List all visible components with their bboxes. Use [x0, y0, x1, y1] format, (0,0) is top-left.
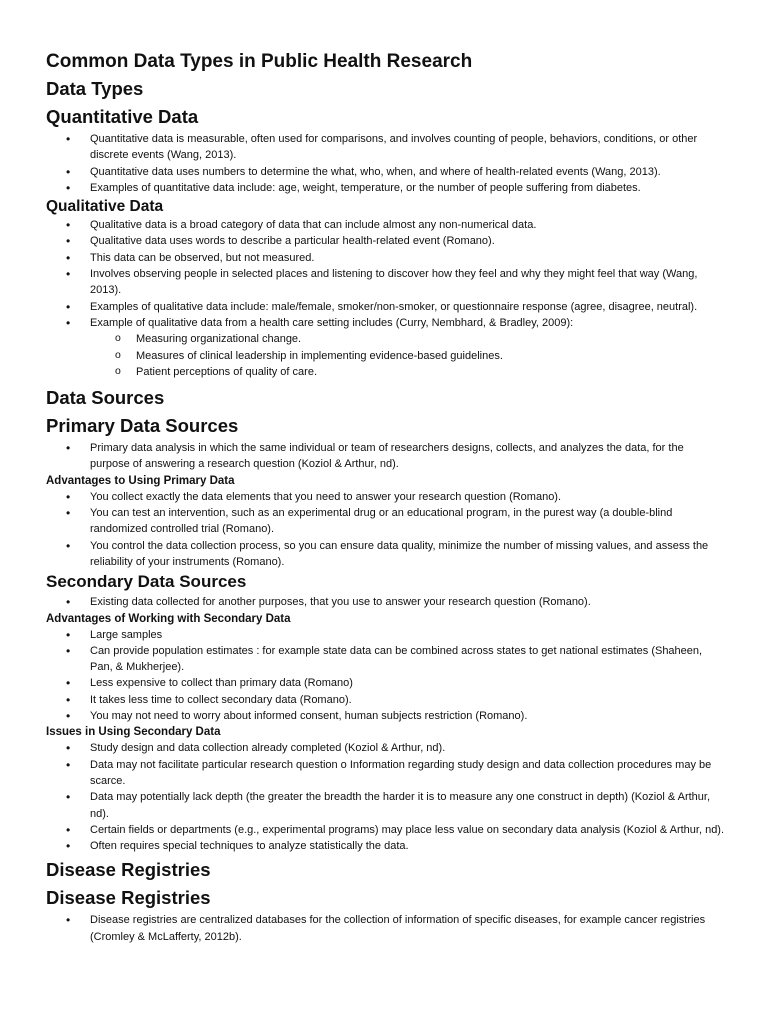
heading-issues-secondary: Issues in Using Secondary Data: [46, 726, 221, 739]
list-item: • Existing data collected for another purposes, that you use to answer your research question (Romano).: [46, 594, 726, 610]
list-item: • Examples of quantitative data include: age, weight, temperature, or the number of people suffering from diabetes.: [46, 180, 726, 196]
heading-disease-registries-sub: Disease Registries: [46, 887, 211, 909]
qualitative-bullet-list: [46, 217, 726, 380]
list-item: • Involves observing people in selected places and listening to discover how they feel and why they might feel that way (Wang, 2013).: [46, 266, 726, 299]
sub-list-item: o Measures of clinical leadership in implementing evidence-based guidelines.: [46, 348, 726, 364]
document-page: [46, 48, 726, 945]
list-item: • Large samples: [46, 627, 726, 643]
list-item: • Qualitative data uses words to describe a particular health-related event (Romano).: [46, 233, 726, 249]
list-item: • Study design and data collection already completed (Koziol & Arthur, nd).: [46, 740, 726, 756]
heading-qualitative-data: Qualitative Data: [46, 198, 164, 216]
list-item: • You collect exactly the data elements that you need to answer your research question (Romano).: [46, 489, 726, 505]
list-item: • Primary data analysis in which the same individual or team of researchers designs, collects, and analyzes the data, for the purpose of answering a research question (Koziol & Arthur, nd).: [46, 440, 726, 473]
list-item: • Disease registries are centralized databases for the collection of information of specific diseases, for example cancer registries (Cromley & McLafferty, 2012b).: [46, 912, 726, 945]
list-item: • Quantitative data is measurable, often used for comparisons, and involves counting of people, behaviors, conditions, or other discrete events (Wang, 2013).: [46, 131, 726, 164]
sub-list-item: o Measuring organizational change.: [46, 331, 726, 347]
sub-list-item: o Patient perceptions of quality of care.: [46, 364, 726, 380]
list-item: • Data may potentially lack depth (the greater the breadth the harder it is to measure any one construct in depth) (Koziol & Arthur, nd).: [46, 789, 726, 822]
list-item: • Data may not facilitate particular research question o Information regarding study design and data collection procedures may be scarce.: [46, 757, 726, 790]
section-heading-disease-registries: Disease Registries: [46, 859, 211, 881]
heading-quantitative-data: Quantitative Data: [46, 106, 199, 127]
section-heading-data-sources: Data Sources: [46, 387, 165, 409]
heading-advantages-secondary: Advantages of Working with Secondary Data: [46, 612, 291, 625]
list-item: • Examples of qualitative data include: male/female, smoker/non-smoker, or questionnaire response (agree, disagree, neutral).: [46, 299, 726, 315]
list-item: • This data can be observed, but not measured.: [46, 250, 726, 266]
heading-primary-data-sources: Primary Data Sources: [46, 415, 239, 437]
secondary-advantages-list: [46, 627, 726, 725]
registries-bullet-list: [46, 912, 726, 945]
list-item: • Quantitative data uses numbers to determine the what, who, when, and where of health-related events (Wang, 2013).: [46, 164, 726, 180]
list-item: • Less expensive to collect than primary data (Romano): [46, 675, 726, 691]
list-item: • Can provide population estimates : for example state data can be combined across states to get national estimates (Shaheen, Pan, & Mukherjee).: [46, 643, 726, 676]
list-item: • You control the data collection process, so you can ensure data quality, minimize the number of missing values, and assess the reliability of your instruments (Romano).: [46, 538, 726, 571]
list-item: • Qualitative data is a broad category of data that can include almost any non-numerical data.: [46, 217, 726, 233]
secondary-bullet-list: [46, 594, 726, 610]
heading-secondary-data-sources: Secondary Data Sources: [46, 572, 247, 592]
list-item: • Example of qualitative data from a health care setting includes (Curry, Nembhard, & Bradley, 2009):: [46, 315, 726, 331]
secondary-issues-list: [46, 740, 726, 854]
list-item: • It takes less time to collect secondary data (Romano).: [46, 692, 726, 708]
list-item: • Certain fields or departments (e.g., experimental programs) may place less value on secondary data analysis (Koziol & Arthur, nd).: [46, 822, 726, 838]
list-item: • Often requires special techniques to analyze statistically the data.: [46, 838, 726, 854]
primary-advantages-list: [46, 489, 726, 570]
heading-advantages-primary: Advantages to Using Primary Data: [46, 474, 235, 487]
quantitative-bullet-list: [46, 131, 726, 196]
section-heading-data-types: Data Types: [46, 78, 144, 99]
document-title: Common Data Types in Public Health Research: [46, 51, 473, 72]
list-item: • You may not need to worry about informed consent, human subjects restriction (Romano).: [46, 708, 726, 724]
primary-bullet-list: [46, 440, 726, 473]
list-item: • You can test an intervention, such as an experimental drug or an educational program, in the purest way (a double-blind randomized controlled trial (Romano).: [46, 505, 726, 538]
